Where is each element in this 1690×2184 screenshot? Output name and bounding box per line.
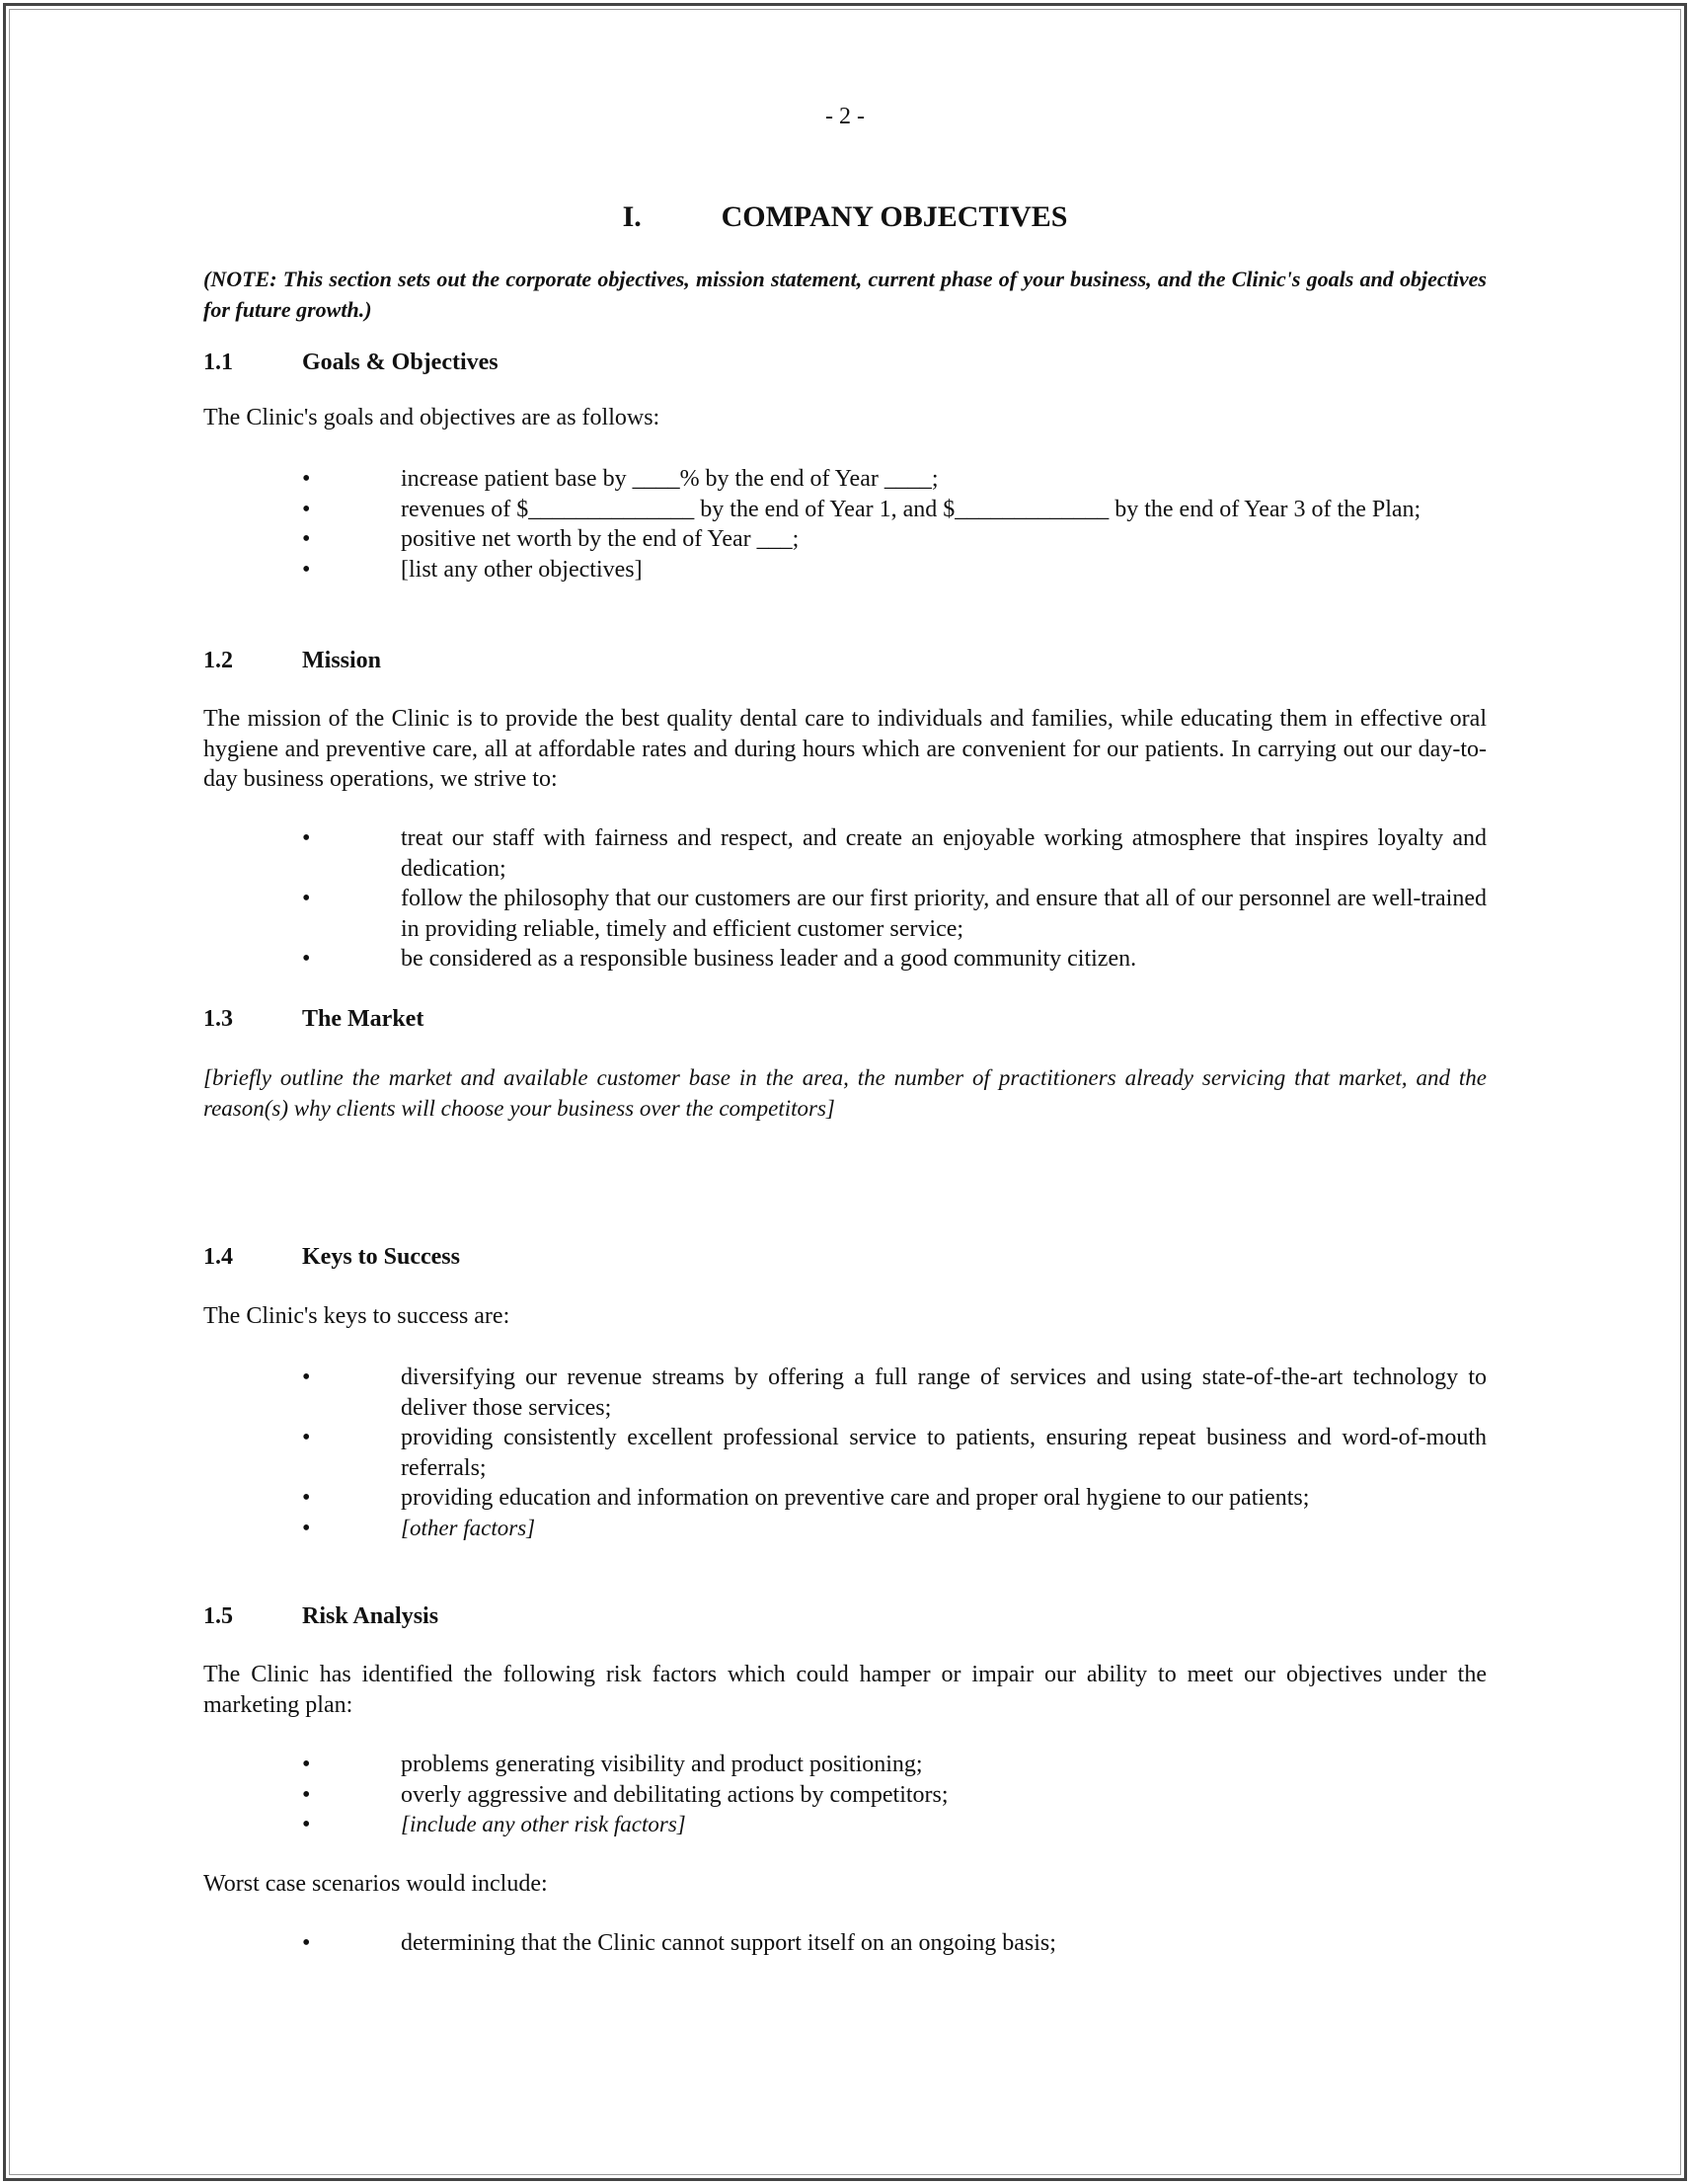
list-item-text: positive net worth by the end of Year ___; bbox=[401, 526, 800, 552]
list-item-text: providing education and information on preventive care and proper oral hygiene to our patients; bbox=[401, 1485, 1310, 1511]
heading-number: 1.5 bbox=[203, 1603, 233, 1629]
list-item bbox=[203, 555, 1487, 585]
bullet-icon: • bbox=[302, 886, 311, 911]
keys-list bbox=[203, 1363, 1487, 1543]
list-item bbox=[203, 1780, 1487, 1811]
heading-text: The Market bbox=[302, 1006, 424, 1032]
page-number: - 2 - bbox=[825, 104, 865, 129]
bullet-icon: • bbox=[302, 556, 311, 583]
worst-case-intro: Worst case scenarios would include: bbox=[203, 1871, 548, 1897]
bullet-icon: • bbox=[302, 1752, 311, 1777]
list-item-text: increase patient base by ____% by the end of Year ____; bbox=[401, 466, 939, 492]
market-placeholder: [briefly outline the market and available customer base in the area, the number of practitioners already servicing that market, and the reason(s) why clients will choose your business over the competitors] bbox=[203, 1065, 1487, 1121]
bullet-icon: • bbox=[302, 1812, 311, 1837]
list-item-text: revenues of $______________ by the end of Year 1, and $_____________ by the end of Year 3 of the Plan; bbox=[401, 496, 1421, 522]
bullet-icon: • bbox=[302, 466, 311, 492]
list-item bbox=[203, 884, 1487, 944]
heading-1-2 bbox=[203, 646, 1487, 676]
heading-1-3 bbox=[203, 1004, 1487, 1035]
bullet-icon: • bbox=[302, 1425, 311, 1450]
bullet-icon: • bbox=[302, 1515, 311, 1541]
list-item-text: [include any other risk factors] bbox=[401, 1812, 686, 1836]
heading-text: Keys to Success bbox=[302, 1244, 460, 1270]
section-number: I. bbox=[622, 200, 642, 233]
heading-text: Goals & Objectives bbox=[302, 350, 499, 375]
list-item bbox=[203, 823, 1487, 884]
section-note: (NOTE: This section sets out the corporate objectives, mission statement, current phase of your business, and the Clinic's goals and objectives for future growth.) bbox=[203, 267, 1487, 322]
mission-paragraph: The mission of the Clinic is to provide the best quality dental care to individuals and families, while educating them in effective oral hygiene and preventive care, all at affordable rates and during hours which are convenient for our patients. In carrying out our day-to-day business operations, we strive to: bbox=[203, 706, 1487, 792]
list-item-text: treat our staff with fairness and respect, and create an enjoyable working atmosphere that inspires loyalty and dedication; bbox=[401, 825, 1487, 882]
bullet-icon: • bbox=[302, 1365, 311, 1390]
bullet-icon: • bbox=[302, 1781, 311, 1808]
list-item-text: determining that the Clinic cannot support itself on an ongoing basis; bbox=[401, 1930, 1056, 1956]
list-item bbox=[203, 1514, 1487, 1544]
heading-number: 1.4 bbox=[203, 1244, 233, 1270]
list-item bbox=[203, 464, 1487, 495]
list-item bbox=[203, 1928, 1487, 1959]
list-item bbox=[203, 1483, 1487, 1514]
list-item-text: be considered as a responsible business leader and a good community citizen. bbox=[401, 946, 1137, 972]
heading-number: 1.3 bbox=[203, 1006, 233, 1032]
heading-number: 1.2 bbox=[203, 648, 233, 673]
list-item-text: [list any other objectives] bbox=[401, 556, 643, 583]
list-item-text: problems generating visibility and product positioning; bbox=[401, 1752, 923, 1777]
goals-list bbox=[203, 464, 1487, 585]
list-item-text: follow the philosophy that our customers are our first priority, and ensure that all of our personnel are well-trained in providing reliable, timely and efficient customer service; bbox=[401, 886, 1487, 942]
list-item bbox=[203, 524, 1487, 555]
list-item bbox=[203, 1423, 1487, 1483]
section-title-text: COMPANY OBJECTIVES bbox=[721, 200, 1068, 233]
heading-number: 1.1 bbox=[203, 350, 233, 375]
list-item-text: providing consistently excellent professional service to patients, ensuring repeat business and word-of-mouth referrals; bbox=[401, 1425, 1487, 1481]
bullet-icon: • bbox=[302, 526, 311, 552]
section-title bbox=[0, 200, 1690, 234]
heading-text: Risk Analysis bbox=[302, 1603, 439, 1629]
worst-case-list bbox=[203, 1928, 1487, 1959]
list-item bbox=[203, 1750, 1487, 1780]
heading-text: Mission bbox=[302, 648, 382, 673]
bullet-icon: • bbox=[302, 496, 311, 522]
bullet-icon: • bbox=[302, 1485, 311, 1511]
heading-1-4 bbox=[203, 1242, 1487, 1273]
heading-1-1 bbox=[203, 348, 1487, 378]
heading-1-5 bbox=[203, 1601, 1487, 1632]
bullet-icon: • bbox=[302, 946, 311, 972]
list-item bbox=[203, 495, 1487, 525]
list-item bbox=[203, 1810, 1487, 1840]
list-item bbox=[203, 944, 1487, 975]
bullet-icon: • bbox=[302, 825, 311, 851]
keys-intro: The Clinic's keys to success are: bbox=[203, 1303, 510, 1329]
list-item-text: diversifying our revenue streams by offering a full range of services and using state-of-the-art technology to deliver those services; bbox=[401, 1365, 1487, 1421]
bullet-icon: • bbox=[302, 1930, 311, 1956]
list-item-text: [other factors] bbox=[401, 1515, 536, 1540]
goals-intro: The Clinic's goals and objectives are as follows: bbox=[203, 405, 660, 430]
risk-paragraph: The Clinic has identified the following risk factors which could hamper or impair our ability to meet our objectives under the marketing plan: bbox=[203, 1662, 1487, 1718]
list-item-text: overly aggressive and debilitating actions by competitors; bbox=[401, 1781, 949, 1808]
risk-list bbox=[203, 1750, 1487, 1840]
mission-list bbox=[203, 823, 1487, 975]
list-item bbox=[203, 1363, 1487, 1423]
